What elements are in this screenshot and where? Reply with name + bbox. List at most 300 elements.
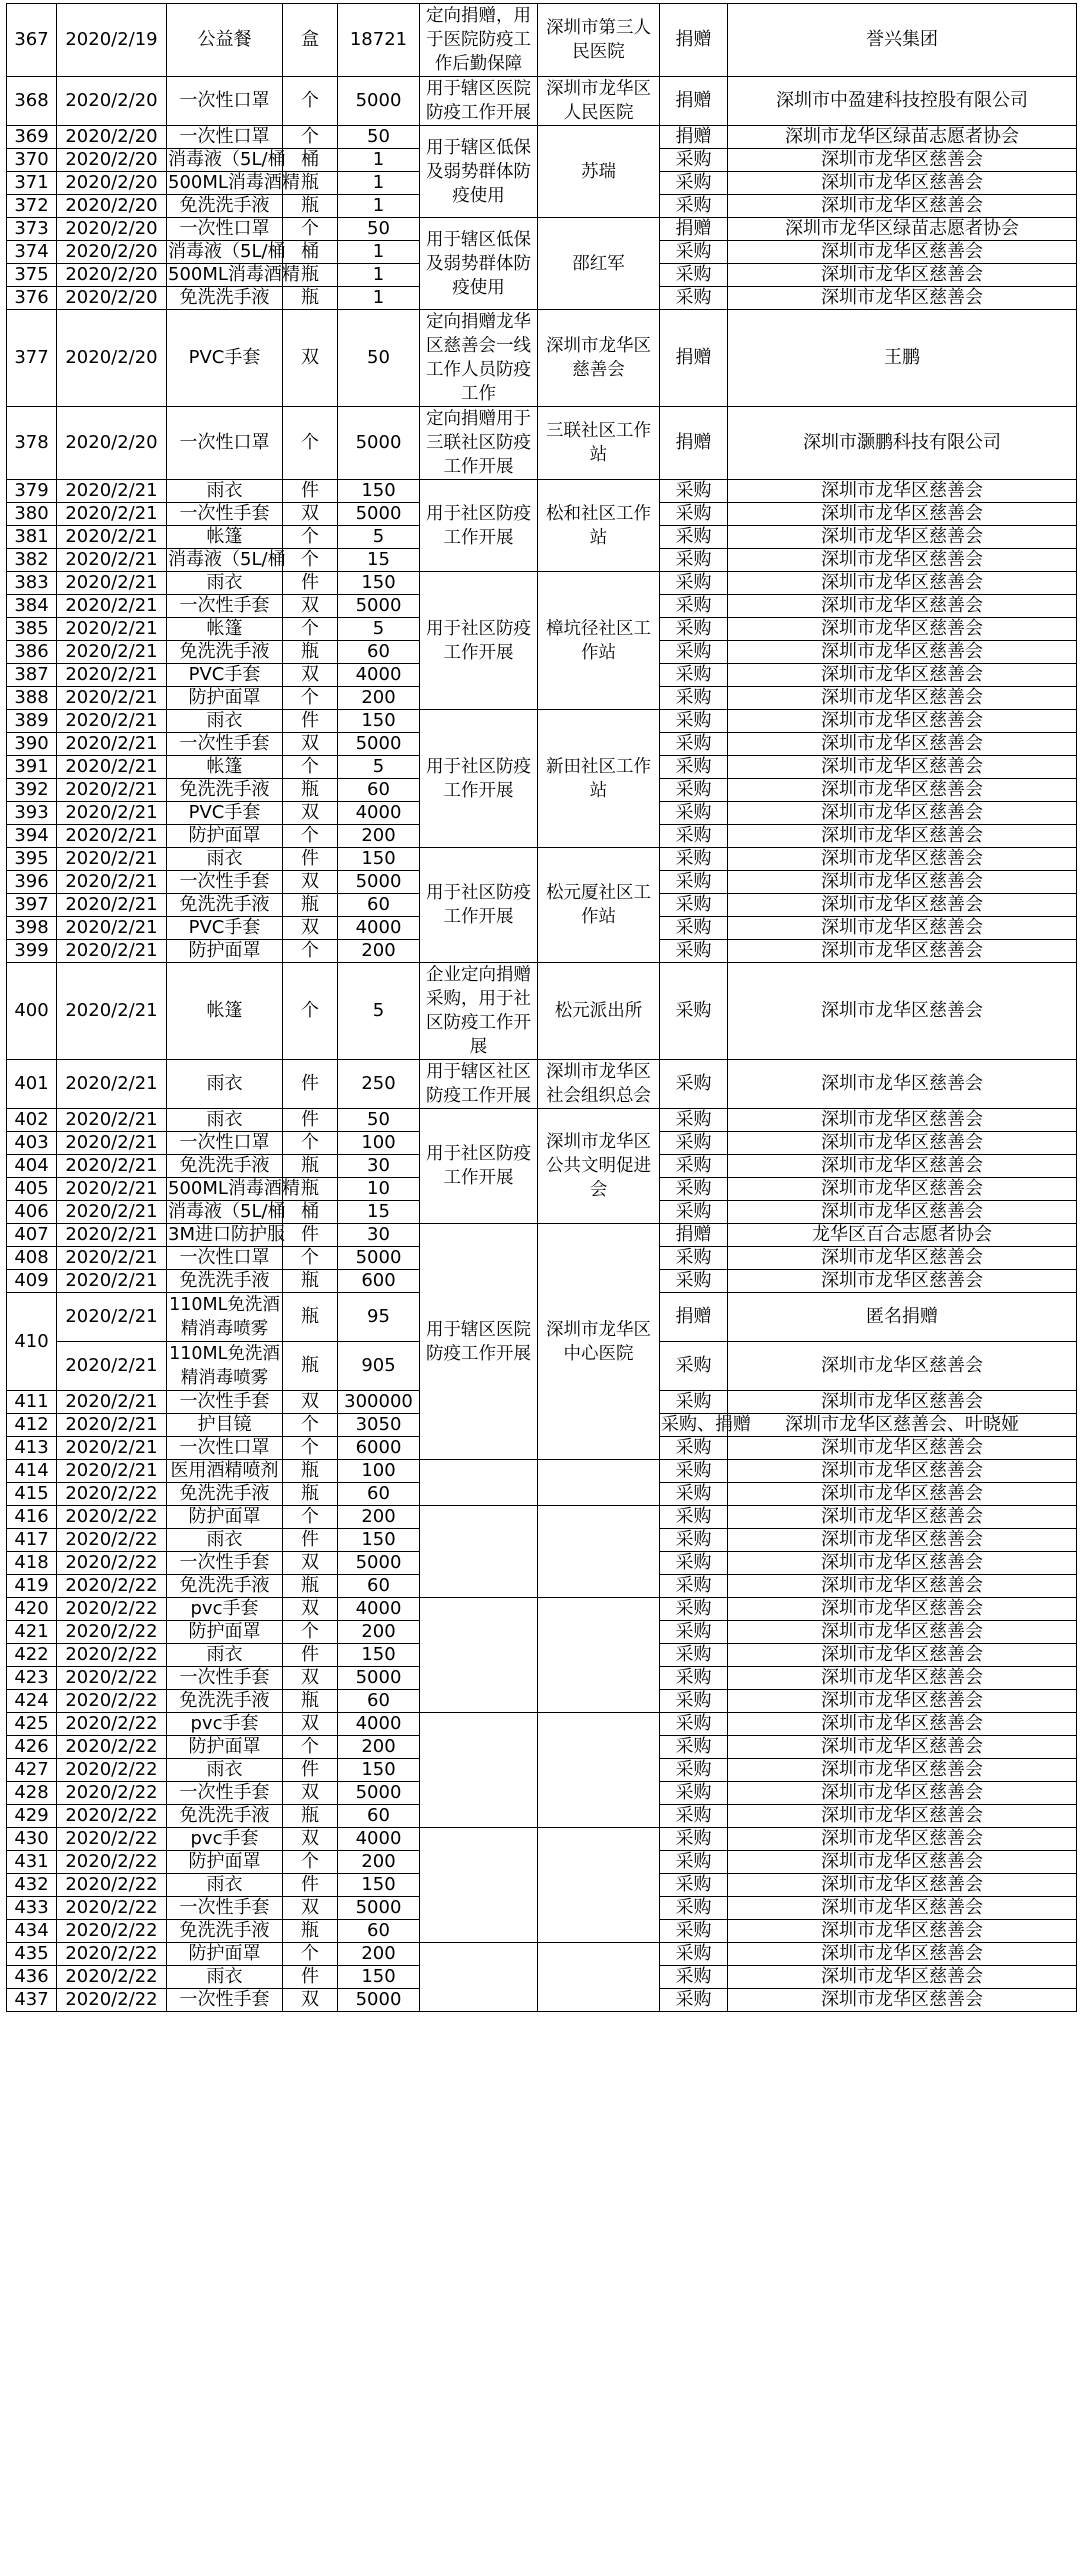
row-number: 401	[7, 1060, 57, 1109]
row-date: 2020/2/22	[57, 1828, 167, 1851]
row-unit: 双	[283, 733, 338, 756]
row-mode: 采购	[660, 1782, 728, 1805]
row-donor: 深圳市龙华区慈善会	[728, 1713, 1077, 1736]
row-mode: 采购	[660, 917, 728, 940]
row-number: 430	[7, 1828, 57, 1851]
row-donor: 深圳市龙华区慈善会	[728, 1805, 1077, 1828]
row-mode: 采购	[660, 1109, 728, 1132]
row-quantity: 1	[338, 149, 420, 172]
row-unit: 个	[283, 940, 338, 963]
row-quantity: 905	[338, 1342, 420, 1391]
row-purpose: 用于社区防疫工作开展	[420, 710, 538, 848]
row-quantity: 100	[338, 1460, 420, 1483]
row-mode: 采购	[660, 1552, 728, 1575]
row-unit: 瓶	[283, 1178, 338, 1201]
row-date: 2020/2/21	[57, 664, 167, 687]
row-donor: 深圳市龙华区慈善会	[728, 1575, 1077, 1598]
row-item: 一次性口罩	[167, 1437, 283, 1460]
row-unit: 双	[283, 1713, 338, 1736]
row-unit: 个	[283, 549, 338, 572]
row-item: 免洗洗手液	[167, 641, 283, 664]
row-unit: 个	[283, 1506, 338, 1529]
row-recipient	[538, 1943, 660, 2012]
row-donor: 龙华区百合志愿者协会	[728, 1224, 1077, 1247]
row-item: PVC手套	[167, 310, 283, 407]
row-quantity: 1	[338, 241, 420, 264]
row-mode: 采购	[660, 940, 728, 963]
row-mode: 采购	[660, 1851, 728, 1874]
row-date: 2020/2/21	[57, 1270, 167, 1293]
row-donor: 深圳市龙华区慈善会	[728, 1989, 1077, 2012]
row-number: 423	[7, 1667, 57, 1690]
row-purpose: 用于辖区社区防疫工作开展	[420, 1060, 538, 1109]
row-donor: 深圳市龙华区慈善会	[728, 940, 1077, 963]
row-recipient	[538, 1598, 660, 1713]
row-mode: 捐赠	[660, 407, 728, 480]
row-unit: 双	[283, 1667, 338, 1690]
row-mode: 采购	[660, 1943, 728, 1966]
row-date: 2020/2/21	[57, 1132, 167, 1155]
table-row	[7, 4, 1077, 77]
row-mode: 采购	[660, 241, 728, 264]
row-donor: 深圳市龙华区慈善会	[728, 641, 1077, 664]
row-mode: 采购	[660, 1759, 728, 1782]
row-item: 消毒液（5L/桶	[168, 149, 286, 170]
row-number: 380	[7, 503, 57, 526]
row-date: 2020/2/21	[57, 1178, 167, 1201]
row-date: 2020/2/21	[57, 1460, 167, 1483]
row-item: 一次性口罩	[167, 77, 283, 126]
row-item: 防护面罩	[167, 1943, 283, 1966]
row-item: 雨衣	[167, 1644, 283, 1667]
row-item: 110ML免洗酒精消毒喷雾	[167, 1342, 283, 1391]
row-donor: 深圳市龙华区慈善会	[728, 1644, 1077, 1667]
row-item: PVC手套	[167, 917, 283, 940]
row-item: 一次性手套	[167, 1667, 283, 1690]
row-mode: 采购	[660, 1529, 728, 1552]
row-purpose: 用于辖区医院防疫工作开展	[420, 77, 538, 126]
row-number: 398	[7, 917, 57, 940]
row-unit: 件	[283, 710, 338, 733]
row-mode: 采购	[660, 618, 728, 641]
row-donor: 深圳市龙华区慈善会	[728, 287, 1077, 310]
row-item: 医用酒精喷剂	[167, 1460, 283, 1483]
row-quantity: 5000	[338, 733, 420, 756]
row-number: 437	[7, 1989, 57, 2012]
row-date: 2020/2/22	[57, 1598, 167, 1621]
row-quantity: 200	[338, 1621, 420, 1644]
table-row	[7, 1109, 1077, 1132]
row-unit: 个	[283, 407, 338, 480]
row-purpose: 用于辖区低保及弱势群体防疫使用	[420, 126, 538, 218]
row-donor: 深圳市龙华区绿苗志愿者协会	[728, 218, 1077, 241]
row-quantity: 4000	[338, 1828, 420, 1851]
row-date: 2020/2/21	[57, 940, 167, 963]
row-quantity: 150	[338, 1966, 420, 1989]
row-donor: 深圳市龙华区慈善会	[728, 1667, 1077, 1690]
row-date: 2020/2/20	[57, 149, 167, 172]
row-number: 420	[7, 1598, 57, 1621]
row-donor: 深圳市龙华区慈善会	[728, 687, 1077, 710]
row-item: 免洗洗手液	[167, 894, 283, 917]
row-mode: 采购	[660, 1270, 728, 1293]
row-quantity: 150	[338, 1874, 420, 1897]
row-date: 2020/2/21	[57, 848, 167, 871]
row-item: 防护面罩	[167, 1621, 283, 1644]
row-date: 2020/2/22	[57, 1851, 167, 1874]
row-donor: 深圳市龙华区慈善会	[728, 1943, 1077, 1966]
row-date: 2020/2/21	[57, 825, 167, 848]
table-row	[7, 848, 1077, 871]
row-unit: 件	[283, 1529, 338, 1552]
row-donor: 深圳市龙华区慈善会	[728, 618, 1077, 641]
row-item: 防护面罩	[167, 1851, 283, 1874]
row-quantity: 60	[338, 1483, 420, 1506]
row-unit: 个	[283, 1247, 338, 1270]
row-date: 2020/2/22	[57, 1782, 167, 1805]
row-donor: 深圳市龙华区慈善会	[728, 1851, 1077, 1874]
row-mode: 采购	[660, 287, 728, 310]
row-mode: 采购	[660, 779, 728, 802]
row-recipient: 深圳市龙华区社会组织总会	[538, 1060, 660, 1109]
row-donor: 深圳市龙华区慈善会	[728, 664, 1077, 687]
row-item: 一次性口罩	[167, 218, 283, 241]
row-mode: 采购	[660, 1874, 728, 1897]
row-donor: 深圳市龙华区慈善会	[728, 1132, 1077, 1155]
row-donor: 深圳市龙华区慈善会	[728, 1690, 1077, 1713]
row-date: 2020/2/21	[57, 894, 167, 917]
row-number: 425	[7, 1713, 57, 1736]
row-item: 防护面罩	[167, 687, 283, 710]
row-item: 消毒液（5L/桶	[168, 1201, 286, 1222]
row-mode: 采购	[660, 1828, 728, 1851]
row-unit: 盒	[283, 4, 338, 77]
row-quantity: 5000	[338, 1247, 420, 1270]
row-donor: 深圳市龙华区慈善会	[728, 1109, 1077, 1132]
row-unit: 瓶	[283, 1460, 338, 1483]
row-mode: 采购	[660, 894, 728, 917]
row-quantity: 150	[338, 1529, 420, 1552]
row-number: 433	[7, 1897, 57, 1920]
row-recipient: 三联社区工作站	[538, 407, 660, 480]
row-recipient	[538, 1506, 660, 1598]
row-date: 2020/2/21	[57, 917, 167, 940]
row-date: 2020/2/21	[57, 1224, 167, 1247]
row-mode: 采购	[660, 1460, 728, 1483]
row-number: 370	[7, 149, 57, 172]
row-mode: 采购	[660, 1132, 728, 1155]
row-unit: 个	[283, 1132, 338, 1155]
row-mode: 捐赠	[660, 4, 728, 77]
row-unit: 个	[283, 1621, 338, 1644]
row-donor: 深圳市龙华区慈善会	[728, 1966, 1077, 1989]
row-quantity: 60	[338, 779, 420, 802]
row-date: 2020/2/20	[57, 287, 167, 310]
table-row	[7, 1943, 1077, 1966]
row-number: 422	[7, 1644, 57, 1667]
row-quantity: 1	[338, 264, 420, 287]
row-unit: 件	[283, 1060, 338, 1109]
row-unit: 桶	[283, 149, 338, 172]
row-item: pvc手套	[167, 1713, 283, 1736]
row-date: 2020/2/22	[57, 1621, 167, 1644]
row-purpose	[420, 1828, 538, 1943]
row-donor: 誉兴集团	[728, 4, 1077, 77]
row-mode: 采购	[660, 595, 728, 618]
row-date: 2020/2/22	[57, 1552, 167, 1575]
table-body	[7, 4, 1077, 2012]
row-quantity: 150	[338, 710, 420, 733]
row-donor: 深圳市龙华区慈善会	[728, 149, 1077, 172]
row-quantity: 200	[338, 1943, 420, 1966]
table-row	[7, 310, 1077, 407]
row-date: 2020/2/21	[57, 1342, 167, 1391]
row-number: 403	[7, 1132, 57, 1155]
row-donor: 深圳市龙华区慈善会	[728, 1529, 1077, 1552]
row-donor: 深圳市龙华区慈善会	[728, 526, 1077, 549]
row-number: 378	[7, 407, 57, 480]
table-row	[7, 407, 1077, 480]
row-quantity: 30	[338, 1155, 420, 1178]
row-unit: 双	[283, 1989, 338, 2012]
row-unit: 瓶	[283, 1920, 338, 1943]
row-quantity: 4000	[338, 1713, 420, 1736]
row-unit: 个	[283, 1943, 338, 1966]
row-date: 2020/2/21	[57, 733, 167, 756]
row-number: 367	[7, 4, 57, 77]
row-mode: 采购	[660, 1575, 728, 1598]
row-date: 2020/2/21	[57, 1060, 167, 1109]
row-number: 426	[7, 1736, 57, 1759]
row-item: 一次性口罩	[167, 1132, 283, 1155]
row-date: 2020/2/21	[57, 480, 167, 503]
row-quantity: 5000	[338, 595, 420, 618]
row-purpose	[420, 1460, 538, 1506]
row-item: 免洗洗手液	[167, 1690, 283, 1713]
row-quantity: 6000	[338, 1437, 420, 1460]
row-number: 413	[7, 1437, 57, 1460]
row-unit: 个	[283, 756, 338, 779]
row-number: 395	[7, 848, 57, 871]
row-donor: 深圳市龙华区慈善会	[728, 917, 1077, 940]
row-number: 404	[7, 1155, 57, 1178]
row-quantity: 4000	[338, 1598, 420, 1621]
row-unit: 双	[283, 871, 338, 894]
row-date: 2020/2/21	[57, 802, 167, 825]
row-number: 436	[7, 1966, 57, 1989]
row-purpose: 定向捐赠，用于医院防疫工作后勤保障	[420, 4, 538, 77]
row-unit: 个	[283, 1437, 338, 1460]
row-recipient: 苏瑞	[538, 126, 660, 218]
row-unit: 双	[283, 664, 338, 687]
row-number: 371	[7, 172, 57, 195]
row-unit: 个	[283, 618, 338, 641]
row-item: PVC手套	[167, 802, 283, 825]
row-unit: 双	[283, 595, 338, 618]
row-number: 388	[7, 687, 57, 710]
row-date: 2020/2/21	[57, 871, 167, 894]
row-date: 2020/2/22	[57, 1644, 167, 1667]
row-donor: 深圳市龙华区慈善会	[728, 802, 1077, 825]
row-quantity: 3050	[338, 1414, 420, 1437]
row-unit: 个	[283, 77, 338, 126]
row-unit: 件	[283, 480, 338, 503]
row-quantity: 95	[338, 1293, 420, 1342]
row-date: 2020/2/22	[57, 1483, 167, 1506]
row-mode: 采购	[660, 1247, 728, 1270]
row-number: 417	[7, 1529, 57, 1552]
row-number: 427	[7, 1759, 57, 1782]
row-date: 2020/2/20	[57, 195, 167, 218]
row-number: 389	[7, 710, 57, 733]
row-unit: 个	[283, 963, 338, 1060]
row-date: 2020/2/21	[57, 1109, 167, 1132]
row-item: 雨衣	[167, 480, 283, 503]
row-quantity: 5	[338, 618, 420, 641]
row-unit: 双	[283, 802, 338, 825]
row-number: 385	[7, 618, 57, 641]
row-quantity: 50	[338, 218, 420, 241]
row-donor: 深圳市龙华区慈善会	[728, 1483, 1077, 1506]
row-mode: 采购	[660, 1989, 728, 2012]
table-row	[7, 1713, 1077, 1736]
row-date: 2020/2/22	[57, 1966, 167, 1989]
row-number: 373	[7, 218, 57, 241]
row-purpose: 用于辖区医院防疫工作开展	[420, 1224, 538, 1460]
row-mode: 采购	[660, 825, 728, 848]
row-mode: 采购	[660, 1483, 728, 1506]
row-quantity: 60	[338, 1690, 420, 1713]
table-row	[7, 1828, 1077, 1851]
row-donor: 深圳市龙华区慈善会	[728, 1201, 1077, 1224]
row-quantity: 30	[338, 1224, 420, 1247]
row-number: 435	[7, 1943, 57, 1966]
row-item: 帐篷	[167, 526, 283, 549]
row-item: 免洗洗手液	[167, 1920, 283, 1943]
row-unit: 件	[283, 1966, 338, 1989]
row-item: 雨衣	[167, 1529, 283, 1552]
row-item: 雨衣	[167, 1759, 283, 1782]
row-donor: 深圳市龙华区慈善会	[728, 1270, 1077, 1293]
row-unit: 个	[283, 1736, 338, 1759]
row-quantity: 5000	[338, 77, 420, 126]
row-date: 2020/2/22	[57, 1943, 167, 1966]
row-recipient: 新田社区工作站	[538, 710, 660, 848]
row-unit: 双	[283, 1782, 338, 1805]
row-number: 429	[7, 1805, 57, 1828]
row-purpose: 企业定向捐赠采购，用于社区防疫工作开展	[420, 963, 538, 1060]
row-date: 2020/2/20	[57, 407, 167, 480]
row-mode: 采购	[660, 1201, 728, 1224]
row-item: 一次性手套	[167, 503, 283, 526]
row-purpose	[420, 1598, 538, 1713]
row-date: 2020/2/21	[57, 756, 167, 779]
row-purpose: 定向捐赠龙华区慈善会一线工作人员防疫工作	[420, 310, 538, 407]
row-number: 408	[7, 1247, 57, 1270]
row-number: 402	[7, 1109, 57, 1132]
row-mode: 采购	[660, 1667, 728, 1690]
row-date: 2020/2/22	[57, 1529, 167, 1552]
row-date: 2020/2/21	[57, 963, 167, 1060]
row-number: 394	[7, 825, 57, 848]
row-mode: 采购	[660, 1178, 728, 1201]
row-donor: 深圳市龙华区慈善会	[728, 1552, 1077, 1575]
row-unit: 瓶	[283, 779, 338, 802]
row-date: 2020/2/22	[57, 1690, 167, 1713]
row-quantity: 200	[338, 940, 420, 963]
row-date: 2020/2/22	[57, 1713, 167, 1736]
row-mode: 采购	[660, 1342, 728, 1391]
row-item: 防护面罩	[167, 1506, 283, 1529]
row-mode: 采购	[660, 664, 728, 687]
row-item: 500ML消毒酒精	[168, 172, 300, 193]
row-item: 110ML免洗酒精消毒喷雾	[167, 1293, 283, 1342]
row-quantity: 5000	[338, 407, 420, 480]
row-quantity: 200	[338, 1851, 420, 1874]
row-date: 2020/2/22	[57, 1506, 167, 1529]
row-number: 368	[7, 77, 57, 126]
row-date: 2020/2/20	[57, 310, 167, 407]
row-unit: 件	[283, 1874, 338, 1897]
row-quantity: 15	[338, 549, 420, 572]
row-purpose: 用于社区防疫工作开展	[420, 480, 538, 572]
row-mode: 采购	[660, 733, 728, 756]
row-date: 2020/2/20	[57, 264, 167, 287]
row-number: 419	[7, 1575, 57, 1598]
row-item: 一次性手套	[167, 733, 283, 756]
row-number: 372	[7, 195, 57, 218]
row-item: 一次性口罩	[167, 126, 283, 149]
row-mode: 采购	[660, 963, 728, 1060]
row-unit: 瓶	[283, 1270, 338, 1293]
row-unit: 瓶	[283, 1483, 338, 1506]
row-unit: 双	[283, 1828, 338, 1851]
row-number: 396	[7, 871, 57, 894]
donation-table	[6, 3, 1077, 2012]
row-item: 一次性手套	[167, 1391, 283, 1414]
row-mode: 采购	[660, 264, 728, 287]
row-donor: 匿名捐赠	[728, 1293, 1077, 1342]
row-date: 2020/2/20	[57, 241, 167, 264]
row-unit: 件	[283, 1759, 338, 1782]
row-item: 雨衣	[167, 710, 283, 733]
row-mode: 捐赠	[660, 77, 728, 126]
row-quantity: 50	[338, 310, 420, 407]
table-row	[7, 1506, 1077, 1529]
row-mode: 捐赠	[660, 1224, 728, 1247]
row-date: 2020/2/21	[57, 687, 167, 710]
row-date: 2020/2/21	[57, 1155, 167, 1178]
row-item: 消毒液（5L/桶	[168, 549, 286, 570]
row-recipient	[538, 1828, 660, 1943]
row-mode: 采购	[660, 172, 728, 195]
row-mode: 采购	[660, 1437, 728, 1460]
row-donor: 深圳市龙华区慈善会	[728, 1391, 1077, 1414]
row-unit: 件	[283, 572, 338, 595]
row-number: 412	[7, 1414, 57, 1437]
row-item: 雨衣	[167, 848, 283, 871]
row-donor: 深圳市龙华区慈善会	[728, 195, 1077, 218]
table-row	[7, 218, 1077, 241]
row-mode: 采购	[660, 1897, 728, 1920]
row-unit: 桶	[283, 1201, 338, 1224]
row-unit: 双	[283, 1897, 338, 1920]
row-date: 2020/2/22	[57, 1897, 167, 1920]
row-unit: 瓶	[283, 1575, 338, 1598]
row-number: 390	[7, 733, 57, 756]
row-quantity: 60	[338, 1575, 420, 1598]
row-mode: 采购	[660, 1621, 728, 1644]
